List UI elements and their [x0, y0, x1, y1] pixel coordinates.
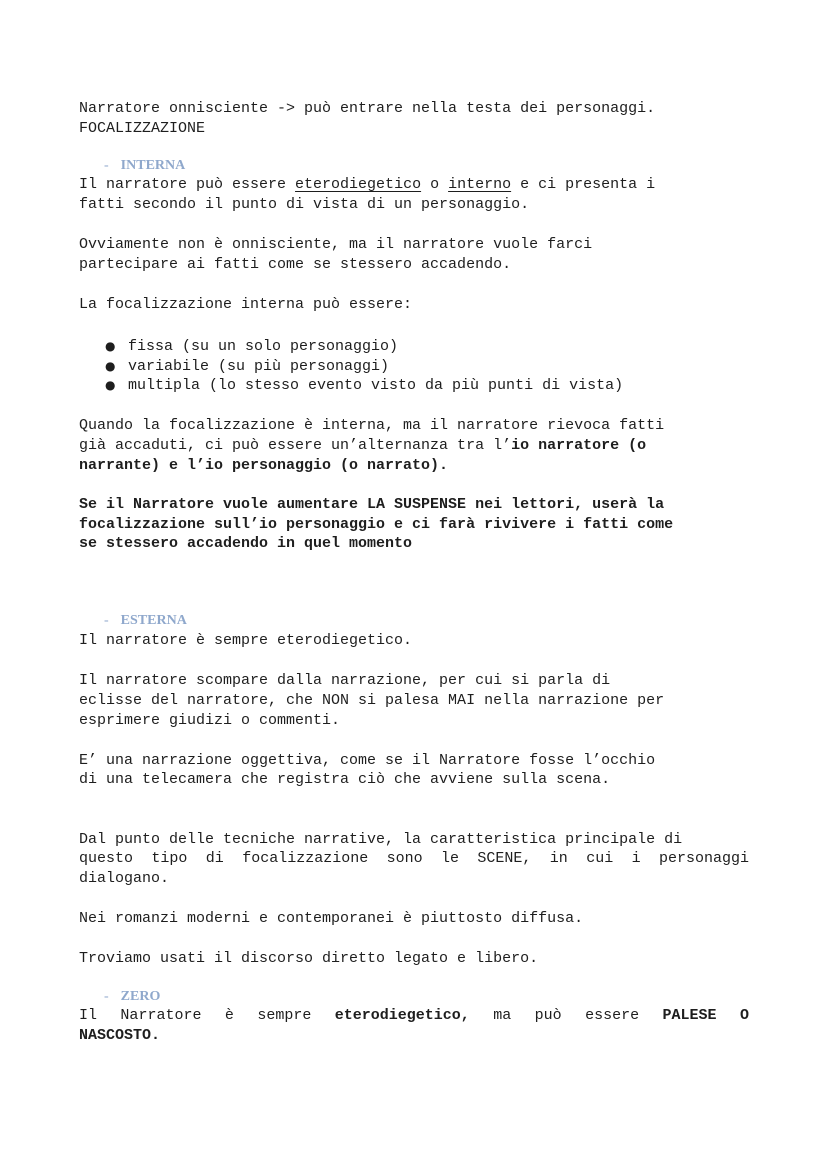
interna-p3: La focalizzazione interna può essere:	[79, 296, 413, 313]
list-item: ● variabile (su più personaggi)	[105, 358, 390, 375]
interna-p1-line-2: fatti secondo il punto di vista di un personaggio.	[79, 196, 530, 213]
bullet-icon: ●	[105, 359, 116, 373]
dash-marker: -	[104, 989, 109, 1004]
esterna-p4-line-2: questo tipo di focalizzazione sono le SCENE, in cui i personaggi	[79, 850, 749, 867]
heading-zero: - ZERO	[104, 989, 161, 1004]
underlined-eterodiegetico: eterodiegetico	[295, 176, 422, 193]
interna-p4-line-3: narrante) e l’io personaggio (o narrato).	[79, 457, 449, 474]
interna-p5-line-3: se stessero accadendo in quel momento	[79, 535, 413, 552]
interna-p5-line-1: Se il Narratore vuole aumentare LA SUSPENSE nei lettori, userà la	[79, 496, 665, 513]
intro-line-1: Narratore onnisciente -> può entrare nella testa dei personaggi.	[79, 100, 656, 117]
esterna-p5: Nei romanzi moderni e contemporanei è piuttosto diffusa.	[79, 910, 584, 927]
underlined-interno: interno	[448, 176, 512, 193]
heading-esterna: - ESTERNA	[104, 613, 187, 628]
heading-interna: - INTERNA	[104, 158, 186, 173]
interna-p4-line-1: Quando la focalizzazione è interna, ma il narratore rievoca fatti	[79, 417, 665, 434]
zero-p1-line-1: Il Narratore è sempre eterodiegetico, ma può essere PALESE O	[79, 1007, 749, 1024]
esterna-p3-line-1: E’ una narrazione oggettiva, come se il Narratore fosse l’occhio	[79, 752, 656, 769]
esterna-p2-line-1: Il narratore scompare dalla narrazione, per cui si parla di	[79, 672, 611, 689]
esterna-p1: Il narratore è sempre eterodiegetico.	[79, 632, 413, 649]
interna-p4-line-2: già accaduti, ci può essere un’alternanza tra l’io narratore (o	[79, 437, 647, 454]
intro-line-2: FOCALIZZAZIONE	[79, 120, 206, 137]
zero-p1-line-2: NASCOSTO.	[79, 1027, 161, 1044]
bullet-icon: ●	[105, 339, 116, 353]
esterna-p3-line-2: di una telecamera che registra ciò che avviene sulla scena.	[79, 771, 611, 788]
list-item: ● fissa (su un solo personaggio)	[105, 338, 399, 355]
esterna-p6: Troviamo usati il discorso diretto legato e libero.	[79, 950, 539, 967]
esterna-p4-line-1: Dal punto delle tecniche narrative, la caratteristica principale di	[79, 831, 683, 848]
interna-p2-line-1: Ovviamente non è onnisciente, ma il narratore vuole farci	[79, 236, 593, 253]
bullet-icon: ●	[105, 378, 116, 392]
esterna-p2-line-3: esprimere giudizi o commenti.	[79, 712, 341, 729]
dash-marker: -	[104, 613, 109, 628]
interna-p5-line-2: focalizzazione sull’io personaggio e ci farà rivivere i fatti come	[79, 516, 674, 533]
interna-p1-line-1: Il narratore può essere eterodiegetico o interno e ci presenta i	[79, 176, 656, 193]
esterna-p4-line-3: dialogano.	[79, 870, 170, 887]
dash-marker: -	[104, 158, 109, 173]
list-item: ● multipla (lo stesso evento visto da più punti di vista)	[105, 377, 624, 394]
interna-p2-line-2: partecipare ai fatti come se stessero accadendo.	[79, 256, 512, 273]
esterna-p2-line-2: eclisse del narratore, che NON si palesa MAI nella narrazione per	[79, 692, 665, 709]
